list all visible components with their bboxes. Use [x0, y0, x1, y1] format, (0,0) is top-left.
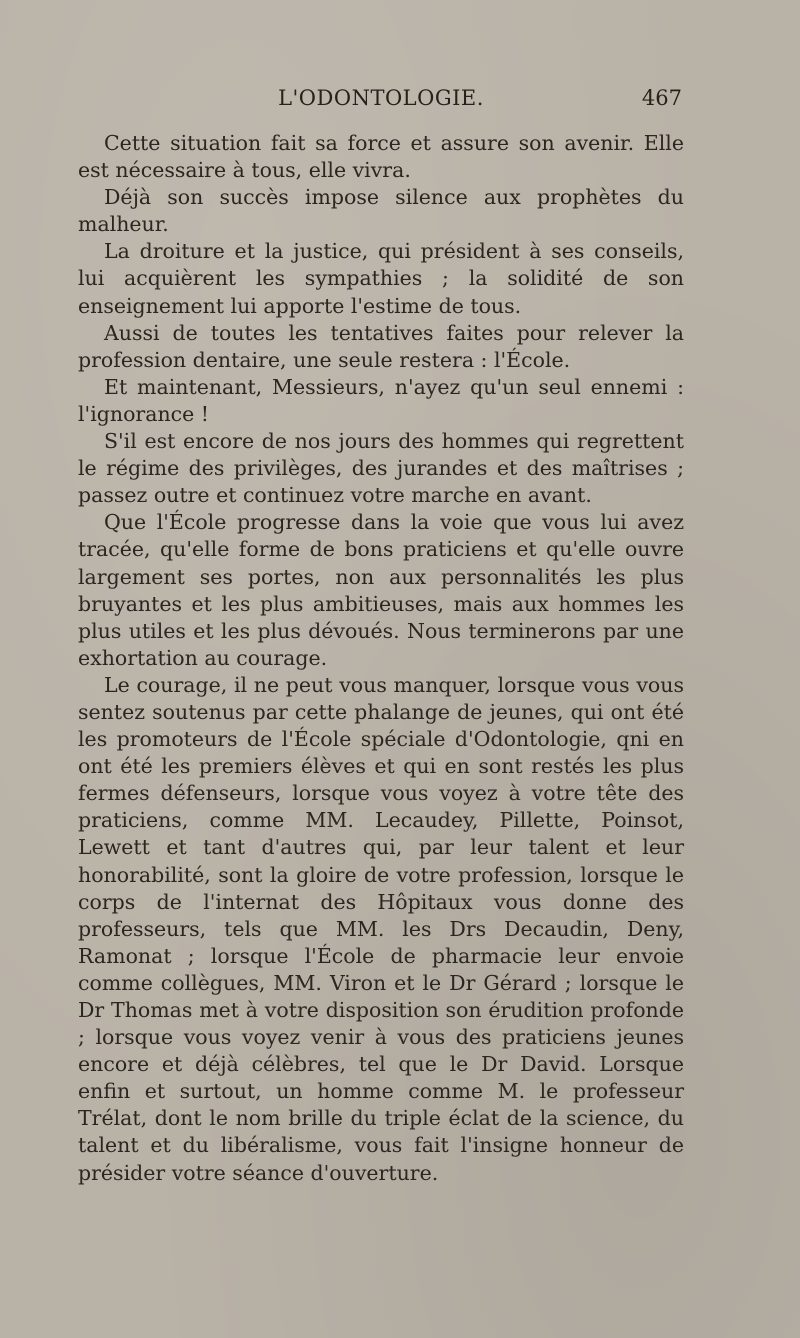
body-text: [78, 130, 684, 1187]
page-number: 467: [641, 86, 682, 110]
paragraph: Le courage, il ne peut vous manquer, lorsque vous vous sentez soutenus par cette phalange de jeunes, qui ont été les promoteurs de l'École spéciale d'Odontologie, qni en ont été les premiers élèves et qui en sont restés les plus fermes défenseurs, lorsque vous voyez à votre tête des praticiens, comme MM. Lecaudey, Pillette, Poinsot, Lewett et tant d'autres qui, par leur talent et leur honorabilité, sont la gloire de votre profession, lorsque le corps de l'internat des Hôpitaux vous donne des professeurs, tels que MM. les Drs Decaudin, Deny, Ramonat ; lorsque l'École de pharmacie leur envoie comme collègues, MM. Viron et le Dr Gérard ; lorsque le Dr Thomas met à votre disposition son érudition profonde ; lorsque vous voyez venir à vous des praticiens jeunes encore et déjà célèbres, tel que le Dr David. Lorsque enfin et surtout, un homme comme M. le professeur Trélat, dont le nom brille du triple éclat de la science, du talent et du libéralisme, vous fait l'insigne honneur de présider votre séance d'ouverture.: [78, 672, 684, 1185]
paragraph: Aussi de toutes les tentatives faites pour relever la profession dentaire, une seule restera : l'École.: [78, 320, 684, 372]
running-title: L'ODONTOLOGIE.: [278, 86, 484, 110]
paragraph: Cette situation fait sa force et assure son avenir. Elle est nécessaire à tous, elle vivra.: [78, 131, 684, 183]
running-head: [78, 86, 684, 116]
paragraph: S'il est encore de nos jours des hommes qui regrettent le régime des privilèges, des jurandes et des maîtrises ; passez outre et continuez votre marche en avant.: [78, 429, 684, 508]
paragraph: La droiture et la justice, qui président à ses conseils, lui acquièrent les sympathies ; la solidité de son enseignement lui apporte l'estime de tous.: [78, 239, 684, 318]
paragraph: Déjà son succès impose silence aux prophètes du malheur.: [78, 185, 684, 237]
paragraph: Et maintenant, Messieurs, n'ayez qu'un seul ennemi : l'ignorance !: [78, 374, 684, 426]
paragraph: Que l'École progresse dans la voie que vous lui avez tracée, qu'elle forme de bons praticiens et qu'elle ouvre largement ses portes, non aux personnalités les plus bruyantes et les plus ambitieuses, mais aux hommes les plus utiles et les plus dévoués. Nous terminerons par une exhortation au courage.: [78, 510, 684, 670]
